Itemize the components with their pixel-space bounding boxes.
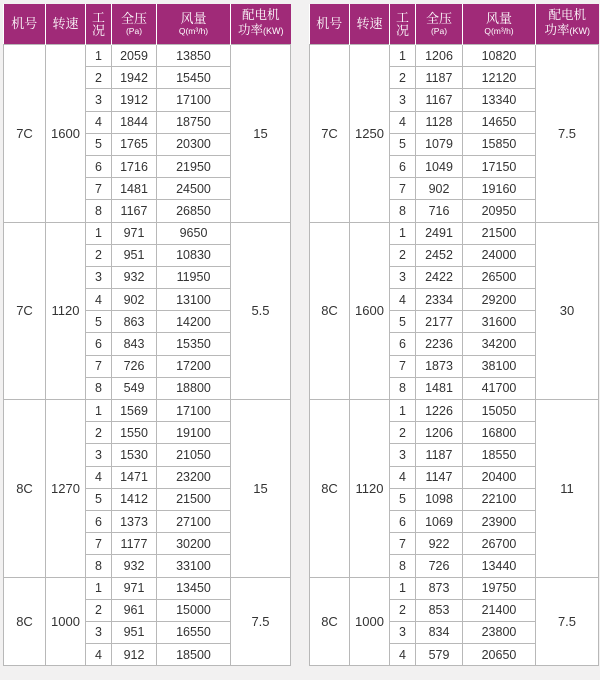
pressure-cell: 2422 — [416, 266, 463, 288]
pressure-cell: 1069 — [416, 510, 463, 532]
flow-cell: 15850 — [463, 133, 536, 155]
pressure-cell: 2236 — [416, 333, 463, 355]
condition-cell: 1 — [390, 222, 416, 244]
flow-cell: 24000 — [463, 244, 536, 266]
condition-cell: 5 — [86, 311, 112, 333]
header-condition — [86, 4, 112, 45]
flow-cell: 27100 — [157, 510, 231, 532]
header-speed — [350, 4, 390, 45]
header-power-line1: 配电机 — [241, 8, 280, 23]
header-model-label: 机号 — [11, 16, 38, 32]
condition-cell: 5 — [86, 133, 112, 155]
pressure-cell: 1049 — [416, 155, 463, 177]
flow-cell: 10830 — [157, 244, 231, 266]
condition-cell: 2 — [86, 244, 112, 266]
flow-cell: 26500 — [463, 266, 536, 288]
table-row — [310, 222, 599, 244]
condition-cell: 3 — [86, 621, 112, 643]
pressure-cell: 1373 — [112, 510, 157, 532]
flow-cell: 17200 — [157, 355, 231, 377]
condition-cell: 2 — [86, 599, 112, 621]
header-condition-label: 工况 — [91, 10, 105, 38]
speed-cell: 1600 — [46, 45, 86, 223]
pressure-cell: 726 — [416, 555, 463, 577]
pressure-cell: 971 — [112, 222, 157, 244]
speed-cell: 1600 — [350, 222, 390, 400]
header-speed-label: 转速 — [356, 16, 383, 32]
condition-cell: 7 — [390, 178, 416, 200]
condition-cell: 1 — [390, 400, 416, 422]
flow-cell: 15000 — [157, 599, 231, 621]
flow-cell: 15450 — [157, 67, 231, 89]
condition-cell: 3 — [390, 266, 416, 288]
flow-cell: 13340 — [463, 89, 536, 111]
header-power-unit: (KW) — [263, 26, 284, 37]
pressure-cell: 1471 — [112, 466, 157, 488]
pressure-cell: 1530 — [112, 444, 157, 466]
pressure-cell: 922 — [416, 533, 463, 555]
pressure-cell: 902 — [416, 178, 463, 200]
flow-cell: 21050 — [157, 444, 231, 466]
header-flow — [463, 4, 536, 45]
pressure-cell: 1569 — [112, 400, 157, 422]
header-power-unit: (KW) — [569, 26, 590, 37]
model-cell: 8C — [4, 400, 46, 578]
condition-cell: 1 — [86, 577, 112, 599]
pressure-cell: 951 — [112, 244, 157, 266]
condition-cell: 6 — [390, 333, 416, 355]
condition-cell: 2 — [390, 599, 416, 621]
condition-cell: 4 — [390, 466, 416, 488]
condition-cell: 7 — [86, 533, 112, 555]
condition-cell: 3 — [86, 89, 112, 111]
power-cell: 7.5 — [231, 577, 291, 666]
header-flow — [157, 4, 231, 45]
speed-cell: 1270 — [46, 400, 86, 578]
header-condition — [390, 4, 416, 45]
header-pressure — [112, 4, 157, 45]
condition-cell: 8 — [390, 200, 416, 222]
condition-cell: 3 — [390, 89, 416, 111]
pressure-cell: 1177 — [112, 533, 157, 555]
condition-cell: 4 — [390, 644, 416, 666]
pressure-cell: 1481 — [112, 178, 157, 200]
fan-performance-table-left — [3, 4, 291, 666]
condition-cell: 8 — [86, 377, 112, 399]
model-cell: 8C — [310, 400, 350, 578]
condition-cell: 5 — [390, 311, 416, 333]
pressure-cell: 1716 — [112, 155, 157, 177]
pressure-cell: 843 — [112, 333, 157, 355]
condition-cell: 8 — [390, 555, 416, 577]
pressure-cell: 2452 — [416, 244, 463, 266]
pressure-cell: 716 — [416, 200, 463, 222]
flow-cell: 16550 — [157, 621, 231, 643]
condition-cell: 8 — [390, 377, 416, 399]
flow-cell: 14200 — [157, 311, 231, 333]
condition-cell: 4 — [86, 644, 112, 666]
condition-cell: 4 — [86, 111, 112, 133]
flow-cell: 19100 — [157, 422, 231, 444]
pressure-cell: 932 — [112, 555, 157, 577]
pressure-cell: 1128 — [416, 111, 463, 133]
condition-cell: 7 — [86, 355, 112, 377]
flow-cell: 30200 — [157, 533, 231, 555]
table-row — [4, 222, 291, 244]
header-flow-unit: Q(m³/h) — [484, 26, 514, 37]
pressure-cell: 1942 — [112, 67, 157, 89]
model-cell: 8C — [310, 222, 350, 400]
condition-cell: 6 — [390, 155, 416, 177]
header-power — [536, 4, 599, 45]
flow-cell: 19160 — [463, 178, 536, 200]
condition-cell: 1 — [390, 45, 416, 67]
flow-cell: 23200 — [157, 466, 231, 488]
flow-cell: 18800 — [157, 377, 231, 399]
header-model-label: 机号 — [316, 16, 343, 32]
pressure-cell: 863 — [112, 311, 157, 333]
model-cell: 7C — [310, 45, 350, 223]
condition-cell: 5 — [390, 133, 416, 155]
condition-cell: 4 — [86, 289, 112, 311]
power-cell: 7.5 — [536, 577, 599, 666]
flow-cell: 20400 — [463, 466, 536, 488]
header-pressure-label: 全压 — [425, 10, 452, 26]
condition-cell: 4 — [390, 111, 416, 133]
pressure-cell: 1481 — [416, 377, 463, 399]
flow-cell: 20650 — [463, 644, 536, 666]
pressure-cell: 549 — [112, 377, 157, 399]
pressure-cell: 853 — [416, 599, 463, 621]
flow-cell: 21950 — [157, 155, 231, 177]
pressure-cell: 1873 — [416, 355, 463, 377]
flow-cell: 10820 — [463, 45, 536, 67]
flow-cell: 34200 — [463, 333, 536, 355]
pressure-cell: 1187 — [416, 67, 463, 89]
power-cell: 15 — [231, 45, 291, 223]
condition-cell: 3 — [86, 444, 112, 466]
condition-cell: 7 — [86, 178, 112, 200]
model-cell: 8C — [4, 577, 46, 666]
pressure-cell: 961 — [112, 599, 157, 621]
header-flow-label: 风量 — [485, 10, 512, 26]
pressure-cell: 1844 — [112, 111, 157, 133]
condition-cell: 1 — [390, 577, 416, 599]
header-flow-unit: Q(m³/h) — [178, 26, 209, 37]
condition-cell: 3 — [390, 621, 416, 643]
model-cell: 7C — [4, 45, 46, 223]
pressure-cell: 971 — [112, 577, 157, 599]
flow-cell: 9650 — [157, 222, 231, 244]
model-cell: 7C — [4, 222, 46, 400]
fan-performance-table-right — [309, 4, 599, 666]
pressure-cell: 951 — [112, 621, 157, 643]
pressure-cell: 912 — [112, 644, 157, 666]
flow-cell: 21400 — [463, 599, 536, 621]
condition-cell: 3 — [86, 266, 112, 288]
table-row — [4, 577, 291, 599]
flow-cell: 15350 — [157, 333, 231, 355]
power-cell: 30 — [536, 222, 599, 400]
condition-cell: 4 — [390, 289, 416, 311]
flow-cell: 18500 — [157, 644, 231, 666]
pressure-cell: 579 — [416, 644, 463, 666]
flow-cell: 13450 — [157, 577, 231, 599]
condition-cell: 2 — [86, 67, 112, 89]
flow-cell: 33100 — [157, 555, 231, 577]
table-row — [310, 45, 599, 67]
header-pressure — [416, 4, 463, 45]
flow-cell: 41700 — [463, 377, 536, 399]
condition-cell: 2 — [390, 244, 416, 266]
flow-cell: 22100 — [463, 488, 536, 510]
flow-cell: 29200 — [463, 289, 536, 311]
pressure-cell: 1206 — [416, 422, 463, 444]
pressure-cell: 2059 — [112, 45, 157, 67]
header-flow-label: 风量 — [180, 10, 207, 26]
pressure-cell: 932 — [112, 266, 157, 288]
condition-cell: 1 — [86, 400, 112, 422]
speed-cell: 1000 — [350, 577, 390, 666]
pressure-cell: 2334 — [416, 289, 463, 311]
flow-cell: 18750 — [157, 111, 231, 133]
flow-cell: 17150 — [463, 155, 536, 177]
pressure-cell: 1187 — [416, 444, 463, 466]
flow-cell: 26700 — [463, 533, 536, 555]
header-condition-label: 工况 — [395, 10, 409, 38]
flow-cell: 18550 — [463, 444, 536, 466]
flow-cell: 26850 — [157, 200, 231, 222]
table-row — [310, 400, 599, 422]
pressure-cell: 1167 — [112, 200, 157, 222]
flow-cell: 13100 — [157, 289, 231, 311]
flow-cell: 16800 — [463, 422, 536, 444]
header-power-line2: 功率 — [544, 23, 570, 38]
flow-cell: 17100 — [157, 89, 231, 111]
pressure-cell: 2491 — [416, 222, 463, 244]
flow-cell: 23900 — [463, 510, 536, 532]
flow-cell: 12120 — [463, 67, 536, 89]
flow-cell: 31600 — [463, 311, 536, 333]
speed-cell: 1120 — [350, 400, 390, 578]
flow-cell: 23800 — [463, 621, 536, 643]
pressure-cell: 1206 — [416, 45, 463, 67]
header-pressure-label: 全压 — [120, 10, 147, 26]
flow-cell: 19750 — [463, 577, 536, 599]
table-row — [310, 577, 599, 599]
flow-cell: 13850 — [157, 45, 231, 67]
header-pressure-unit: (Pa) — [430, 26, 448, 37]
condition-cell: 8 — [86, 555, 112, 577]
flow-cell: 20950 — [463, 200, 536, 222]
pressure-cell: 1412 — [112, 488, 157, 510]
header-model — [310, 4, 350, 45]
flow-cell: 21500 — [157, 488, 231, 510]
flow-cell: 15050 — [463, 400, 536, 422]
condition-cell: 6 — [86, 155, 112, 177]
condition-cell: 8 — [86, 200, 112, 222]
header-speed — [46, 4, 86, 45]
power-cell: 11 — [536, 400, 599, 578]
condition-cell: 2 — [390, 422, 416, 444]
flow-cell: 24500 — [157, 178, 231, 200]
pressure-cell: 726 — [112, 355, 157, 377]
flow-cell: 20300 — [157, 133, 231, 155]
flow-cell: 21500 — [463, 222, 536, 244]
speed-cell: 1250 — [350, 45, 390, 223]
pressure-cell: 1167 — [416, 89, 463, 111]
condition-cell: 2 — [390, 67, 416, 89]
speed-cell: 1000 — [46, 577, 86, 666]
condition-cell: 3 — [390, 444, 416, 466]
header-row — [310, 4, 599, 45]
power-cell: 5.5 — [231, 222, 291, 400]
flow-cell: 14650 — [463, 111, 536, 133]
header-power — [231, 4, 291, 45]
condition-cell: 2 — [86, 422, 112, 444]
pressure-cell: 2177 — [416, 311, 463, 333]
header-power-line2: 功率 — [237, 23, 263, 38]
flow-cell: 38100 — [463, 355, 536, 377]
speed-cell: 1120 — [46, 222, 86, 400]
flow-cell: 17100 — [157, 400, 231, 422]
condition-cell: 7 — [390, 533, 416, 555]
flow-cell: 13440 — [463, 555, 536, 577]
condition-cell: 1 — [86, 45, 112, 67]
condition-cell: 7 — [390, 355, 416, 377]
condition-cell: 6 — [86, 333, 112, 355]
condition-cell: 5 — [86, 488, 112, 510]
pressure-cell: 1550 — [112, 422, 157, 444]
power-cell: 7.5 — [536, 45, 599, 223]
table-row — [4, 45, 291, 67]
pressure-cell: 1912 — [112, 89, 157, 111]
pressure-cell: 834 — [416, 621, 463, 643]
condition-cell: 5 — [390, 488, 416, 510]
condition-cell: 6 — [86, 510, 112, 532]
pressure-cell: 1765 — [112, 133, 157, 155]
condition-cell: 1 — [86, 222, 112, 244]
pressure-cell: 1226 — [416, 400, 463, 422]
table-row — [4, 400, 291, 422]
power-cell: 15 — [231, 400, 291, 578]
pressure-cell: 1098 — [416, 488, 463, 510]
condition-cell: 4 — [86, 466, 112, 488]
header-power-line1: 配电机 — [548, 8, 586, 23]
header-model — [4, 4, 46, 45]
header-pressure-unit: (Pa) — [125, 26, 143, 37]
flow-cell: 11950 — [157, 266, 231, 288]
condition-cell: 6 — [390, 510, 416, 532]
pressure-cell: 1079 — [416, 133, 463, 155]
pressure-cell: 902 — [112, 289, 157, 311]
pressure-cell: 1147 — [416, 466, 463, 488]
model-cell: 8C — [310, 577, 350, 666]
header-row — [4, 4, 291, 45]
pressure-cell: 873 — [416, 577, 463, 599]
header-speed-label: 转速 — [52, 16, 79, 32]
